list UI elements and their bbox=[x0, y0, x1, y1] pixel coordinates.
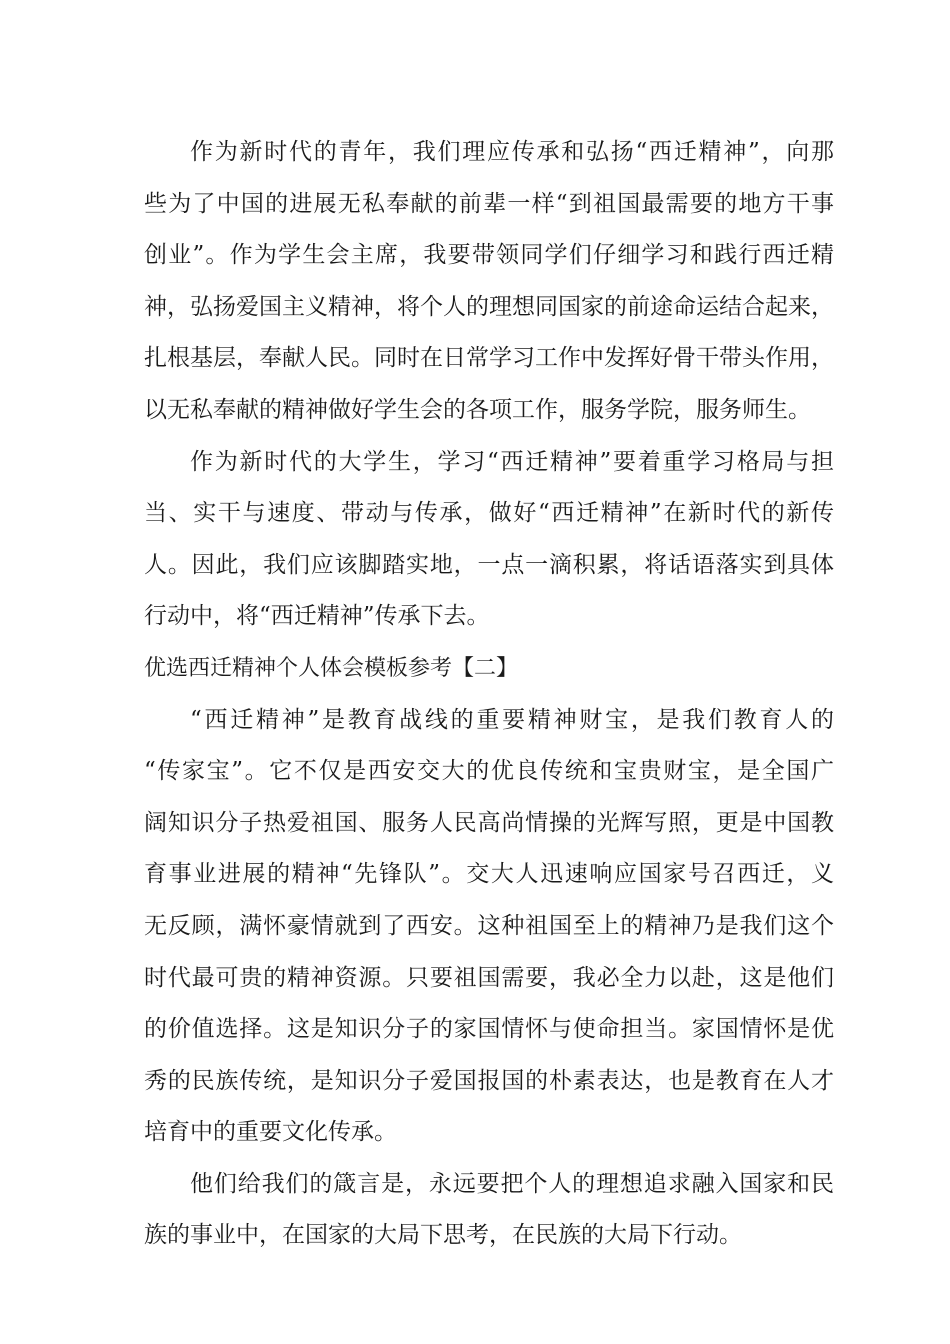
text-line: 他们给我们的箴言是，永远要把个人的理想追求融入国家和民 bbox=[190, 1170, 834, 1197]
text-line: 无反顾，满怀豪情就到了西安。这种祖国至上的精神乃是我们这个 bbox=[144, 912, 834, 939]
text-line: 秀的民族传统，是知识分子爱国报国的朴素表达，也是教育在人才 bbox=[144, 1067, 834, 1094]
text-line: 以无私奉献的精神做好学生会的各项工作，服务学院，服务师生。 bbox=[144, 396, 811, 423]
text-line: 当、实干与速度、带动与传承，做好“西迁精神”在新时代的新传 bbox=[144, 500, 834, 527]
text-line: “西迁精神”是教育战线的重要精神财宝，是我们教育人的 bbox=[190, 706, 834, 733]
text-line: 神，弘扬爱国主义精神，将个人的理想同国家的前途命运结合起来， bbox=[144, 293, 834, 320]
text-line: 育事业进展的精神“先锋队”。交大人迅速响应国家号召西迁，义 bbox=[144, 861, 834, 888]
text-line: 创业”。作为学生会主席，我要带领同学们仔细学习和践行西迁精 bbox=[144, 242, 834, 269]
text-line: 的价值选择。这是知识分子的家国情怀与使命担当。家国情怀是优 bbox=[144, 1016, 834, 1043]
text-line: 人。因此，我们应该脚踏实地，一点一滴积累，将话语落实到具体 bbox=[144, 551, 834, 578]
text-line: 作为新时代的大学生，学习“西迁精神”要着重学习格局与担 bbox=[190, 448, 834, 475]
text-line: 时代最可贵的精神资源。只要祖国需要，我必全力以赴，这是他们 bbox=[144, 964, 834, 991]
document-body bbox=[144, 127, 834, 1262]
text-line: 些为了中国的进展无私奉献的前辈一样“到祖国最需要的地方干事 bbox=[144, 190, 834, 217]
text-line: 族的事业中，在国家的大局下思考，在民族的大局下行动。 bbox=[144, 1222, 742, 1249]
text-line: 阔知识分子热爱祖国、服务人民高尚情操的光辉写照，更是中国教 bbox=[144, 809, 834, 836]
text-line: “传家宝”。它不仅是西安交大的优良传统和宝贵财宝，是全国广 bbox=[144, 758, 834, 785]
text-line: 作为新时代的青年，我们理应传承和弘扬“西迁精神”，向那 bbox=[190, 139, 834, 165]
paragraph-2 bbox=[144, 437, 834, 643]
paragraph-1 bbox=[144, 127, 834, 437]
paragraph-3 bbox=[144, 695, 834, 1159]
section-heading: 优选西迁精神个人体会模板参考【二】 bbox=[144, 655, 519, 681]
text-line: 培育中的重要文化传承。 bbox=[144, 1119, 397, 1146]
paragraph-4 bbox=[144, 1159, 834, 1262]
text-line: 行动中，将“西迁精神”传承下去。 bbox=[144, 603, 490, 630]
text-line: 扎根基层，奉献人民。同时在日常学习工作中发挥好骨干带头作用， bbox=[144, 345, 834, 372]
